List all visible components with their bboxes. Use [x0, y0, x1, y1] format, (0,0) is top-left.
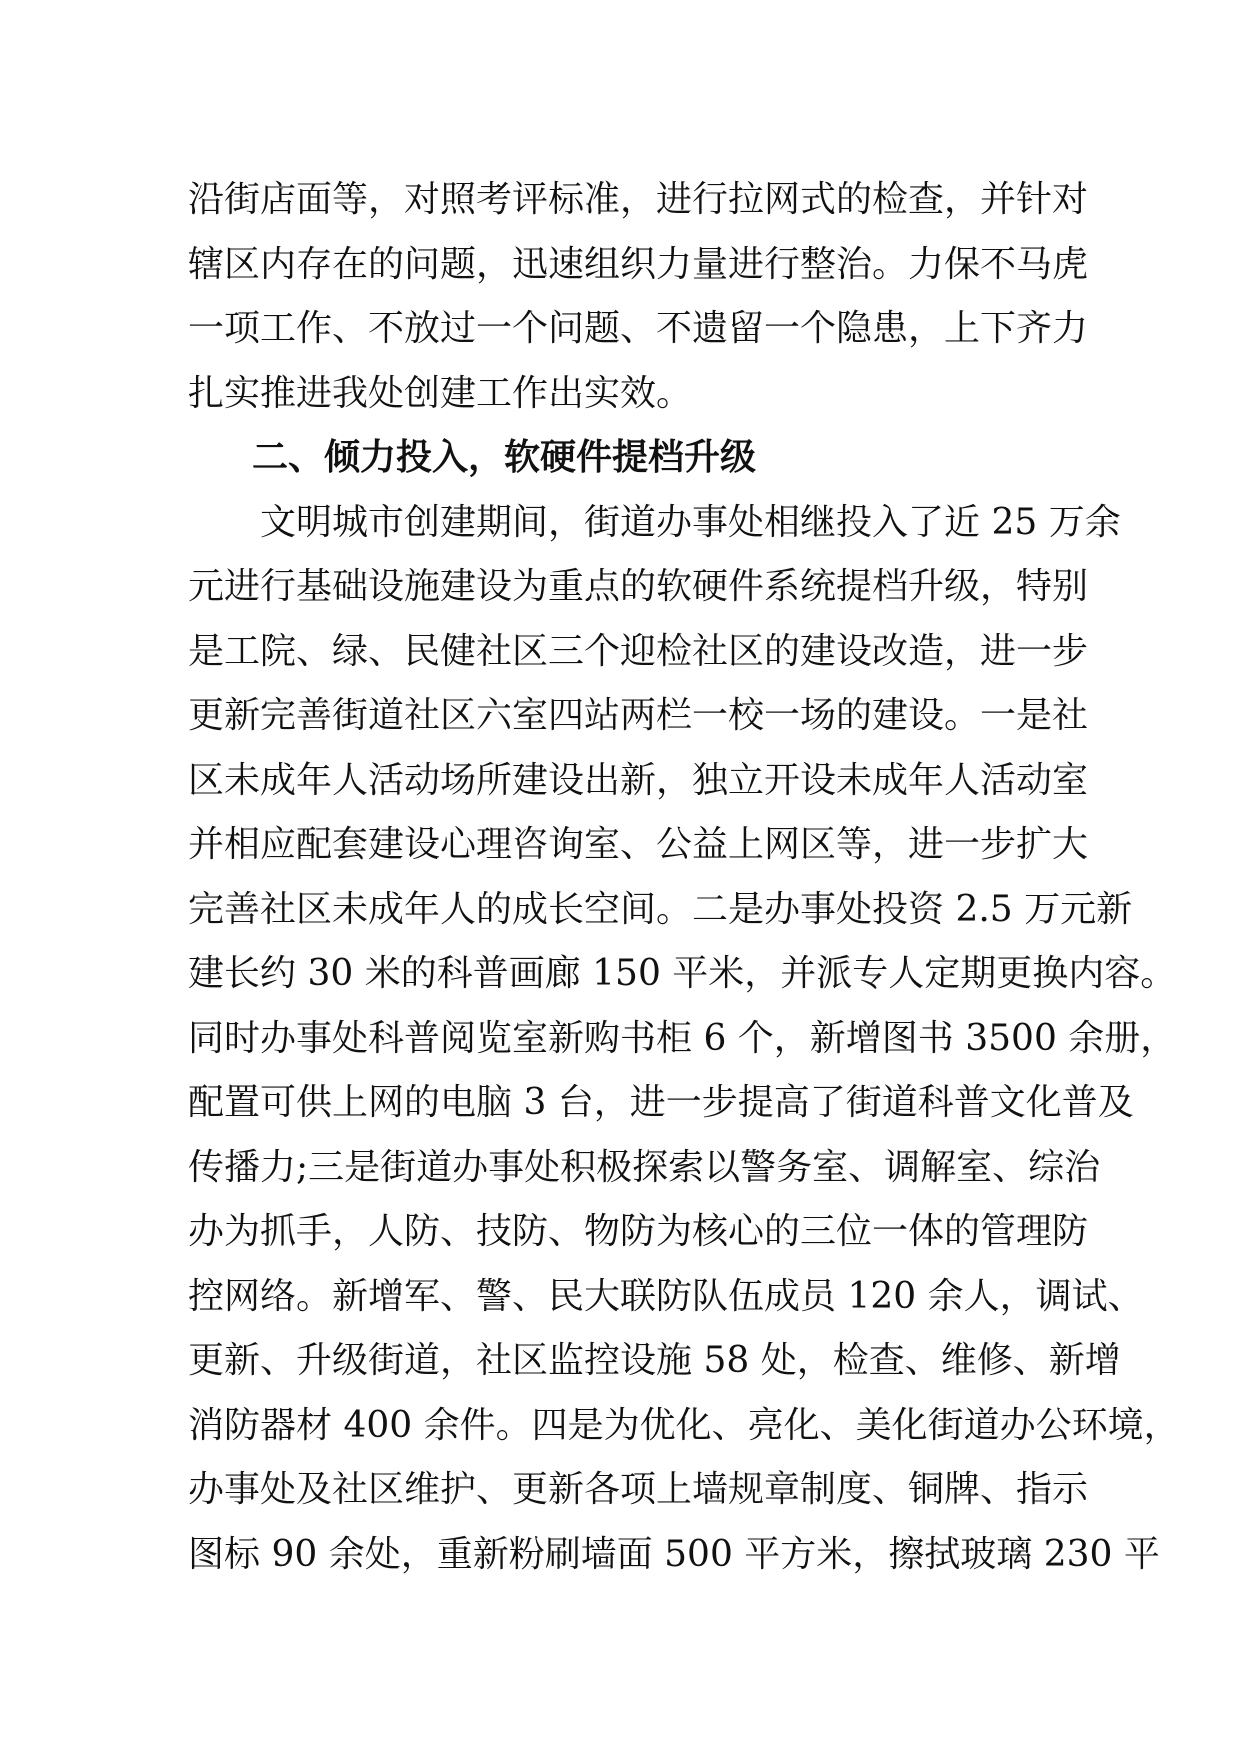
paragraph-line: 图标 90 余处，重新粉刷墙面 500 平方米，擦拭玻璃 230 平 [188, 1533, 1160, 1575]
paragraph-line: 消防器材 400 余件。四是为优化、亮化、美化街道办公环境， [188, 1404, 1180, 1446]
document-body [188, 168, 1180, 1587]
paragraph-line: 控网络。新增军、警、民大联防队伍成员 120 余人，调试、 [188, 1275, 1144, 1317]
paragraph-line: 完善社区未成年人的成长空间。二是办事处投资 2.5 万元新 [188, 888, 1133, 930]
paragraph-line: 沿街店面等，对照考评标准，进行拉网式的检查，并针对 [188, 179, 1089, 220]
paragraph-line: 配置可供上网的电脑 3 台，进一步提高了街道科普文化普及 [188, 1082, 1134, 1123]
paragraph-first-line: 文明城市创建期间，街道办事处相继投入了近 25 万余 [260, 501, 1121, 543]
paragraph-line: 更新、升级街道，社区监控设施 58 处，检查、维修、新增 [188, 1340, 1121, 1381]
paragraph-line: 并相应配套建设心理咨询室、公益上网区等，进一步扩大 [188, 824, 1089, 865]
paragraph-line: 区未成年人活动场所建设出新，独立开设未成年人活动室 [188, 759, 1089, 801]
paragraph-line: 扎实推进我处创建工作出实效。 [188, 372, 693, 414]
paragraph-line: 是工院、绿、民健社区三个迎检社区的建设改造，进一步 [188, 630, 1089, 672]
paragraph-line: 办事处及社区维护、更新各项上墙规章制度、铜牌、指示 [188, 1469, 1089, 1510]
paragraph-line: 办为抓手，人防、技防、物防为核心的三位一体的管理防 [188, 1211, 1089, 1252]
paragraph-line: 一项工作、不放过一个问题、不遗留一个隐患，上下齐力 [188, 308, 1089, 349]
paragraph-line: 建长约 30 米的科普画廊 150 平米，并派专人定期更换内容。 [188, 953, 1177, 994]
paragraph-line: 辖区内存在的问题，迅速组织力量进行整治。力保不马虎 [188, 243, 1089, 285]
section-heading: 二、倾力投入，软硬件提档升级 [252, 437, 757, 478]
paragraph-line: 传播力;三是街道办事处积极探索以警务室、调解室、综治 [188, 1146, 1101, 1188]
paragraph-line: 元进行基础设施建设为重点的软硬件系统提档升级，特别 [188, 566, 1089, 607]
paragraph-line: 同时办事处科普阅览室新购书柜 6 个，新增图书 3500 余册， [188, 1017, 1177, 1059]
paragraph-line: 更新完善街道社区六室四站两栏一校一场的建设。一是社 [188, 695, 1089, 736]
